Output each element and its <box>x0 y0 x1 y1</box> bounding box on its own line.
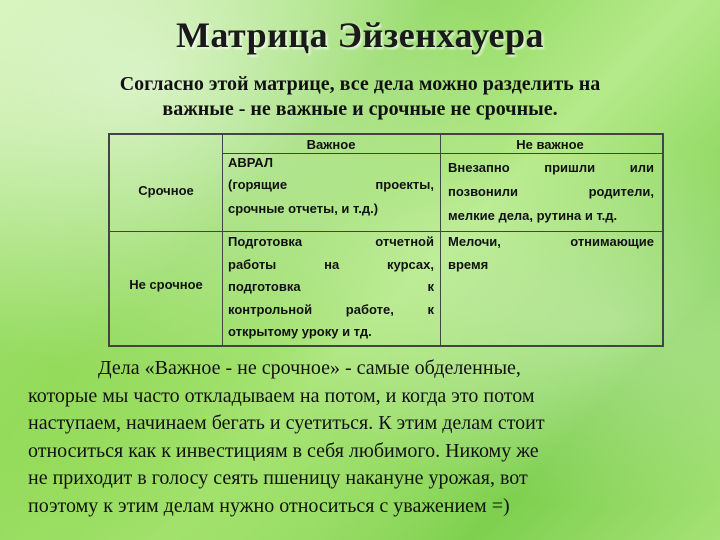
cell-line: позвонили родители, <box>448 184 654 199</box>
body-line: поэтому к этим делам нужно относиться с уважением =) <box>28 494 510 517</box>
body-paragraph <box>28 355 658 520</box>
cell-line: открытому уроку и тд. <box>228 324 372 339</box>
column-divider <box>222 135 223 345</box>
cell-not-urgent-not-important <box>448 231 654 276</box>
slide-title: Матрица Эйзенхауера <box>175 15 545 55</box>
body-line: не приходит в голосу сеять пшеницу накануне урожая, вот <box>28 467 528 489</box>
cell-line: Подготовка отчетной <box>228 234 434 249</box>
cell-line: подготовка к <box>228 279 434 294</box>
cell-line: Мелочи, отнимающие <box>448 234 654 249</box>
row-label-not-urgent: Не срочное <box>129 277 203 292</box>
body-line: относиться как к инвестициям в себя любимого. Никому же <box>28 439 539 462</box>
cell-line: (горящие проекты, <box>228 177 434 192</box>
cell-line: время <box>448 256 489 272</box>
column-header-not-important: Не важное <box>516 137 584 152</box>
cell-line: срочные отчеты, и т.д.) <box>228 201 379 216</box>
cell-not-urgent-important <box>228 231 434 344</box>
row-label-urgent: Срочное <box>138 183 194 198</box>
intro-text <box>40 72 680 122</box>
cell-line: Внезапно пришли или <box>448 160 654 175</box>
intro-line: Согласно этой матрице, все дела можно разделить на <box>119 73 601 95</box>
cell-line: работы на курсах, <box>228 256 434 272</box>
intro-line: важные - не важные и срочные не срочные. <box>162 98 558 120</box>
cell-heading: АВРАЛ <box>228 155 273 170</box>
body-line: которые мы часто откладываем на потом, и когда это потом <box>28 384 535 407</box>
cell-urgent-not-important <box>448 156 654 228</box>
eisenhower-matrix <box>108 133 664 347</box>
column-divider <box>440 135 441 345</box>
column-header-important: Важное <box>306 137 356 152</box>
cell-line: мелкие дела, рутина и т.д. <box>448 208 618 223</box>
body-line: наступаем, начинаем бегать и суетиться. К этим делам стоит <box>28 412 545 434</box>
cell-line: контрольной работе, к <box>228 301 434 317</box>
body-line: Дела «Важное - не срочное» - самые обделенные, <box>98 357 521 379</box>
cell-urgent-important <box>228 153 434 221</box>
